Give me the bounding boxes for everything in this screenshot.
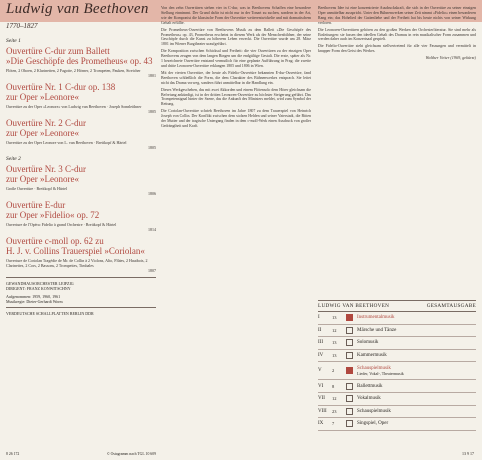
volume-row: V 2 Schauspielmusik Lieder, Vokal-, Theatermusik <box>318 362 476 380</box>
checkbox-icon <box>346 314 353 321</box>
work-meta: Ouvertüre zu der Oper Leonore von L. van Beethoven · Breitkopf & Härtel 1805 <box>6 140 156 150</box>
liner-paragraph: Mit der vierten Ouvertüre, der heute als Fidelio-Ouvertüre bekannten E-dur-Ouvertüre, fand Beethoven schließlich die Form, die dem Charakter des Bühnenwerkes entsprach. Sie leitet nicht das Drama vorweg, sondern führt unmittelbar in die Handlung ein. <box>161 70 311 85</box>
work-entry <box>6 236 156 273</box>
work-meta: Große Ouvertüre · Breitkopf & Härtel 1806 <box>6 186 156 196</box>
author-signature: Walther Vetter (1969, gekürzt) <box>425 55 476 61</box>
footer-number: 13 9 17 <box>462 451 474 456</box>
collection-composer: LUDWIG VAN BEETHOVEN <box>318 303 390 309</box>
volume-list <box>318 312 476 431</box>
orchestra-name: GEWANDHAUSORCHESTER LEIPZIG <box>6 281 74 286</box>
composer-title: Ludwig van Beethoven <box>6 1 149 17</box>
checkbox-icon <box>346 367 353 374</box>
catalog-note: © Ostagramm nach TGL 10 609 <box>106 452 156 456</box>
work-title: Ouvertüre Nr. 2 C-dur zur Oper »Leonore« <box>6 118 86 138</box>
work-meta: Flöten, 2 Oboen, 2 Klarinetten, 2 Fagotte, 2 Hörner, 2 Trompeten, Pauken, Streicher 1801 <box>6 68 156 78</box>
liner-notes-column-2 <box>318 6 476 301</box>
work-title: Ouvertüre Nr. 1 C-dur op. 138 zur Oper »Leonore« <box>6 82 116 102</box>
composer-years: 1770–1827 <box>6 22 38 30</box>
liner-paragraph: Dieses Werkgeschehen, das mit zwei Akkorden und einem Flötensolo dem Hörer gleichsam die Befreiung ankündigt, ist in der dritten Leonoren-Ouvertüre zu höchster Steigerung geführt. Das Trompetensignal hinter der Szene, das die Ankunft des Ministers meldet, wird zum Symbol der Rettung. <box>161 87 311 107</box>
checkbox-icon <box>346 352 353 359</box>
side-label: Seite 1 <box>6 38 21 44</box>
liner-paragraph: Die Komposition zwischen Schicksal und Freiheit: die vier Ouvertüren zu der einzigen Oper Beethovens zeugen von dem langen Ringen um die endgültige Gestalt. Die erste, später als Nr. 1 bezeichnete Ouvertüre entstand vermutlich für eine geplante Aufführung in Prag; die zweite und dritte Leonoren-Ouvertüre erklangen 1805 und 1806 in Wien. <box>161 49 311 68</box>
catalog-number: 8 26 172 <box>6 452 20 456</box>
work-entry <box>6 118 156 150</box>
liner-paragraph: Die Fidelio-Ouvertüre steht gleichsam stellvertretend für alle vier Fassungen und vermittelt in knapper Form den Geist des Werkes. <box>318 44 476 54</box>
work-title: Ouvertüre E-dur zur Oper »Fidelio« op. 72 <box>6 200 100 220</box>
checkbox-icon <box>346 408 353 415</box>
work-meta: Ouvertüre zu der Oper »Leonore« von Ludwig van Beethoven · Joseph Sonnleithner 1805 <box>6 104 156 114</box>
checkbox-icon <box>346 383 353 390</box>
checkbox-icon <box>346 327 353 334</box>
collection-header <box>318 300 476 312</box>
volume-row: I 13 Instrumentalmusik <box>318 312 476 325</box>
work-title: Ouvertüre Nr. 3 C-dur zur Oper »Leonore« <box>6 164 86 184</box>
work-meta: Ouverture de l'Opéra: Fidelio à grand Orchestre · Breitkopf & Härtel 1814 <box>6 222 156 232</box>
work-entry <box>6 164 156 196</box>
work-entry <box>6 82 156 114</box>
liner-paragraph: Die Leonoren-Ouvertüren gehören zu den großen Werken der Orchesterliteratur. Sie sind mehr als Einleitungen: sie fassen den ideellen Gehalt des Dramas in rein musikalischer Form zusammen und werden daher auch im Konzertsaal gespielt. <box>318 27 476 42</box>
music-director: Musikregie: Dieter-Gerhardt Worm <box>6 299 63 304</box>
volume-row: III 13 Solomusik <box>318 337 476 350</box>
work-entry <box>6 200 156 232</box>
work-title: Ouvertüre c-moll op. 62 zu H. J. v. Collins Trauerspiel »Coriolan« <box>6 236 145 256</box>
checkbox-icon <box>346 420 353 427</box>
liner-notes-column-1 <box>161 6 311 452</box>
divider <box>6 277 156 278</box>
volume-row: VI 8 Ballettmusik <box>318 380 476 393</box>
volume-row: VIII 23 Schauspielmusik <box>318 406 476 419</box>
catalog-line <box>6 452 156 456</box>
liner-paragraph: Die Prometheus-Ouvertüre von Beethovens Musik zu dem Ballett »Die Geschöpfe des Prometheus« op. 43, Prometheus erscheint in diesem Werk als der Menschenbildner, der seine Geschöpfe durch die Kunst zu höherem Leben erweckt. Die Ouvertüre wurde am 28. März 1801 im Wiener Burgtheater uraufgeführt. <box>161 27 311 47</box>
liner-paragraph: Beethovens Idee ist eine konzentrierte Ausdruckskraft, die sich in der Ouvertüre zu seiner einzigen Oper unmittelbar ausspricht. Unter den Bühnenwerken seiner Zeit nimmt »Fidelio« einen besonderen Rang ein; das Hohelied der Gattenliebe und der Freiheit hat bis heute nichts von seiner Wirkung verloren. <box>318 6 476 25</box>
work-title: Ouvertüre C-dur zum Ballett »Die Geschöpfe des Prometheus« op. 43 <box>6 46 153 66</box>
collection-label: GESAMTAUSGABE <box>426 303 476 309</box>
volume-row: IV 13 Kammermusik <box>318 350 476 363</box>
work-meta: Ouverture de Coriolan Tragédie de Mr. de Collin à 2 Violons, Alto, Flûtes, 2 Hautbois, 2 Clarinettes, 2 Cors, 2 Bassons, 2 Trompettes, Timbales 1807 <box>6 258 156 273</box>
volume-row: IX 7 Singspiel, Oper <box>318 418 476 431</box>
track-listing <box>6 32 156 316</box>
liner-paragraph: Von den zehn Ouvertüren stehen vier in C-dur, was in Beethovens Schaffen eine besondere Stellung einnimmt. Der Grund dafür ist nicht nur in der Tonart zu suchen, sondern in der Art, wie der Komponist die klassische Form der Ouvertüre weiterentwickelte und mit dramatischem Gehalt erfüllte. <box>161 6 311 25</box>
publisher-name: VERDEUTSCHE SCHALLPLATTEN BERLIN DDR <box>6 311 94 316</box>
side-label: Seite 2 <box>6 156 21 162</box>
volume-row: VII 12 Vokalmusik <box>318 393 476 406</box>
work-entry <box>6 46 156 78</box>
volume-row: II 12 Märsche und Tänze <box>318 325 476 338</box>
liner-paragraph: Die Coriolan-Ouvertüre schrieb Beethoven im Jahre 1807 zu dem Trauerspiel von Heinrich Joseph von Collin. Der Konflikt zwischen dem stolzen Helden und seiner Vaterstadt, die Bitten der Mutter und der tragische Untergang finden in dem c-moll-Werk einen Ausdruck von großer Gedrängtheit und Kraft. <box>161 109 311 128</box>
conductor-name: DIRIGENT: FRANZ KONWITSCHNY <box>6 286 71 291</box>
divider <box>6 307 156 308</box>
checkbox-icon <box>346 395 353 402</box>
checkbox-icon <box>346 339 353 346</box>
recording-years: Aufgenommen: 1959, 1960, 1961 <box>6 294 61 299</box>
